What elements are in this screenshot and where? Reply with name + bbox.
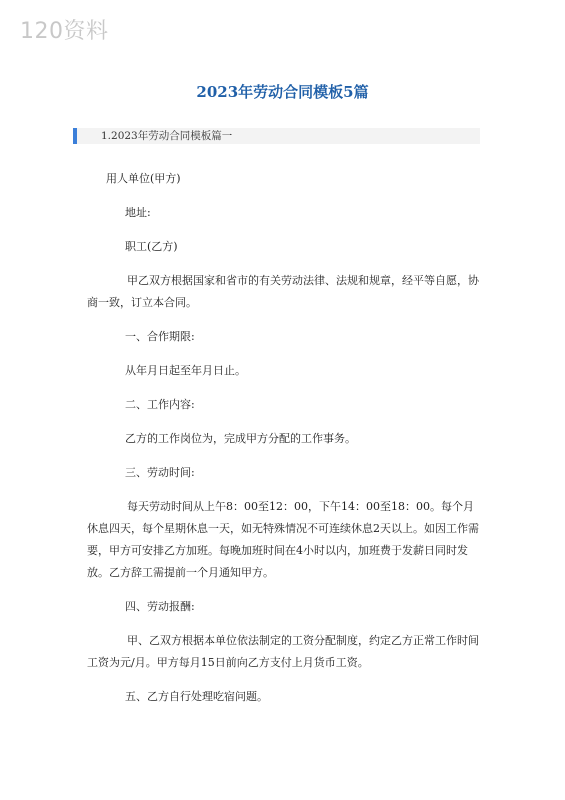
intro-paragraph: 甲乙双方根据国家和省市的有关劳动法律、法规和规章，经平等自愿，协商一致，订立本合同。 — [87, 274, 479, 309]
time-heading: 三、劳动时间: — [125, 466, 195, 479]
employer-line: 用人单位(甲方) — [106, 172, 181, 185]
time-body: 每天劳动时间从上午8：00至12：00，下午14：00至18：00。每个月休息四天，每个星期休息一天，如无特殊情况不可连续休息2天以上。如因工作需要，甲方可安排乙方加班。每晚加班时间在4小时以内，加班费于发薪日同时发放。乙方辞工需提前一个月通知甲方。 — [87, 500, 479, 579]
term-body: 从年月日起至年月日止。 — [125, 364, 246, 377]
pay-body: 甲、乙双方根据本单位依法制定的工资分配制度，约定乙方正常工作时间工资为元/月。甲方每月15日前向乙方支付上月货币工资。 — [87, 634, 479, 669]
section-heading: 1.2023年劳动合同模板篇一 — [101, 130, 233, 142]
term-heading: 一、合作期限: — [125, 330, 195, 343]
section-accent-marker — [73, 128, 77, 144]
section-heading-bar — [73, 128, 480, 144]
employee-line: 职工(乙方) — [125, 240, 178, 253]
pay-heading: 四、劳动报酬: — [125, 600, 195, 613]
document-body — [87, 168, 480, 720]
housing-line: 五、乙方自行处理吃宿问题。 — [125, 690, 268, 703]
watermark-logo: 120资料 — [20, 19, 109, 44]
address-line: 地址: — [125, 206, 151, 219]
work-heading: 二、工作内容: — [125, 398, 195, 411]
document-title: 2023年劳动合同模板5篇 — [196, 83, 369, 101]
work-body: 乙方的工作岗位为，完成甲方分配的工作事务。 — [125, 432, 356, 445]
